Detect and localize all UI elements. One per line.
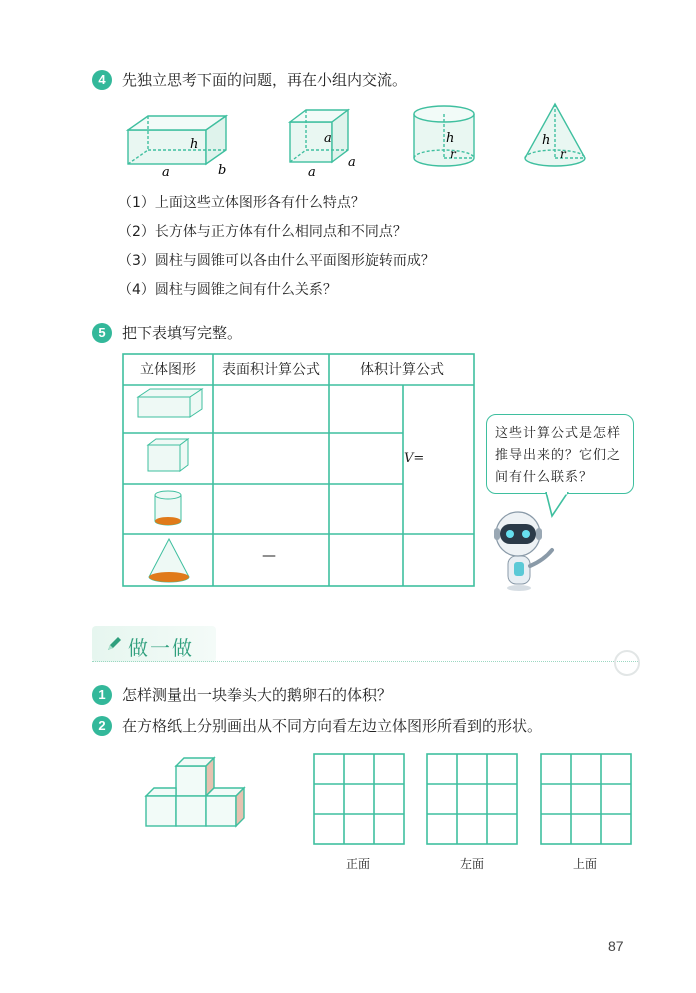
table-cylinder-thumbnail xyxy=(155,491,181,525)
q5-title: 把下表填写完整。 xyxy=(122,324,243,342)
table-cone-thumbnail xyxy=(149,539,189,582)
grid-front-view xyxy=(314,754,404,844)
grid-papers xyxy=(313,753,643,845)
doit-item-2-badge: 2 xyxy=(92,716,112,736)
q4-question-3: （3）圆柱与圆锥可以各由什么平面图形旋转而成？ xyxy=(118,253,435,269)
table-cuboid-thumbnail xyxy=(138,389,202,417)
doit-divider xyxy=(92,661,638,662)
table-header-solid: 立体图形 xyxy=(140,362,196,378)
doit-title: 做一做 xyxy=(128,636,194,660)
cube-figure xyxy=(290,110,348,162)
pencil-icon xyxy=(104,634,124,654)
bubble-line-3: 间有什么联系？ xyxy=(495,470,594,485)
solid-figures-illustration xyxy=(110,100,610,185)
cone-label-r: r xyxy=(560,147,566,161)
doit-item-1-badge: 1 xyxy=(92,685,112,705)
cylinder-figure xyxy=(414,106,474,166)
cube-label-a3: a xyxy=(308,165,316,180)
view-label-top: 上面 xyxy=(573,857,598,871)
q4-question-4: （4）圆柱与圆锥之间有什么关系？ xyxy=(118,282,337,298)
cuboid-label-b: b xyxy=(218,163,227,178)
cube-label-a1: a xyxy=(324,131,332,146)
doit-item-1-text: 怎样测量出一块拳头大的鹅卵石的体积？ xyxy=(122,686,393,704)
cuboid-label-h: h xyxy=(190,137,199,152)
q4-title: 先独立思考下面的问题，再在小组内交流。 xyxy=(122,71,408,89)
cuboid-figure xyxy=(128,116,226,164)
stacked-cubes-figure xyxy=(140,754,252,834)
table-header-surface-area: 表面积计算公式 xyxy=(222,362,320,378)
speech-bubble xyxy=(486,414,634,494)
view-label-front: 正面 xyxy=(346,857,371,871)
cone-figure xyxy=(525,104,585,166)
registered-mark-icon xyxy=(612,648,642,678)
table-cube-thumbnail xyxy=(148,439,188,471)
doit-item-2-text: 在方格纸上分别画出从不同方向看左边立体图形所看到的形状。 xyxy=(122,717,543,735)
robot-icon xyxy=(486,500,558,592)
cone-label-h: h xyxy=(542,133,551,148)
table-header-volume: 体积计算公式 xyxy=(360,362,444,378)
formula-table xyxy=(122,353,475,587)
cube-label-a2: a xyxy=(348,155,356,170)
grid-left-view xyxy=(427,754,517,844)
view-label-left: 左面 xyxy=(460,857,485,871)
cuboid-label-a: a xyxy=(162,165,170,180)
q4-number-badge: 4 xyxy=(92,70,112,90)
cylinder-label-h: h xyxy=(446,131,455,146)
cone-surface-dash: — xyxy=(262,548,276,564)
bubble-line-1: 这些计算公式是怎样 xyxy=(495,426,622,441)
volume-formula-label: V= xyxy=(404,451,425,466)
grid-top-view xyxy=(541,754,631,844)
cylinder-label-r: r xyxy=(450,147,456,161)
q4-question-1: （1）上面这些立体图形各有什么特点？ xyxy=(118,195,365,211)
q5-number-badge: 5 xyxy=(92,323,112,343)
bubble-line-2: 推导出来的？它们之 xyxy=(495,448,622,463)
page-number: 87 xyxy=(608,938,624,954)
q4-question-2: （2）长方体与正方体有什么相同点和不同点？ xyxy=(118,224,407,240)
